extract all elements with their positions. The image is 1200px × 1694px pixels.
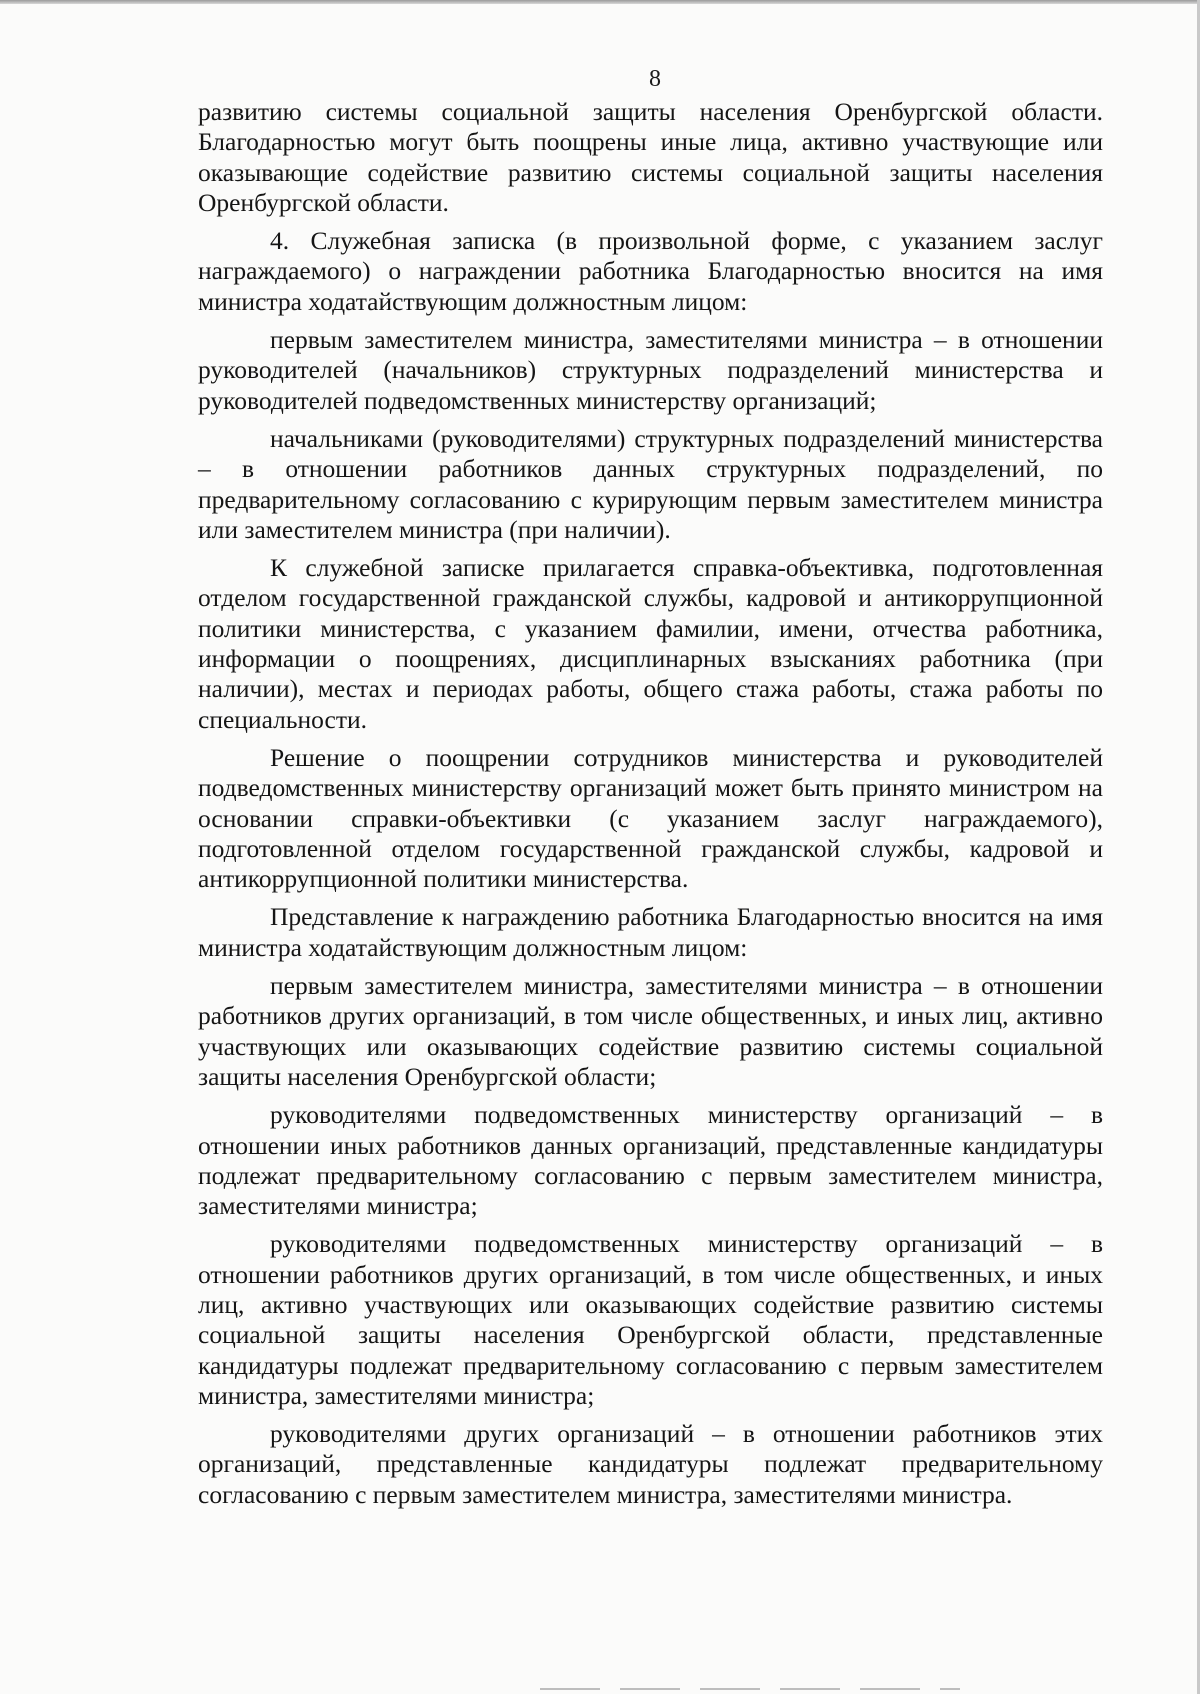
document-body xyxy=(198,97,1103,1510)
scan-top-edge xyxy=(0,0,1200,4)
scan-bottom-marks xyxy=(540,1688,960,1690)
paragraph-subordinate-heads-own: руководителями подведомственных министерству организаций – в отношении иных работников данных организаций, представленные кандидатуры подлежат предварительному согласованию с первым заместителем министра, заместителями министра; xyxy=(198,1100,1103,1221)
page-number: 8 xyxy=(649,66,661,92)
paragraph-attachment: К служебной записке прилагается справка-объективка, подготовленная отделом государственной гражданской службы, кадровой и антикоррупционной политики министерства, с указанием фамилии, имени, отчества работника, информации о поощрениях, дисциплинарных взысканиях работника (при наличии), местах и периодах работы, общего стажа работы, стажа работы по специальности. xyxy=(198,553,1103,734)
paragraph-decision: Решение о поощрении сотрудников министерства и руководителей подведомственных министерству организаций может быть принято министром на основании справки-объективки (с указанием заслуг награждаемого), подготовленной отделом государственной гражданской службы, кадровой и антикоррупционной политики министерства. xyxy=(198,742,1103,894)
paragraph-subordinate-heads-others: руководителями подведомственных министерству организаций – в отношении работников других организаций, в том числе общественных, и иных лиц, активно участвующих или оказывающих содействие развитию системы социальной защиты населения Оренбургской области, представленные кандидатуры подлежат предварительному согласованию с первым заместителем министра, заместителями министра; xyxy=(198,1229,1103,1410)
paragraph-item-4: 4. Служебная записка (в произвольной форме, с указанием заслуг награждаемого) о награждении работника Благодарностью вносится на имя министра ходатайствующим должностным лицом: xyxy=(198,226,1103,316)
paragraph-submission: Представление к награждению работника Благодарностью вносится на имя министра ходатайствующим должностным лицом: xyxy=(198,902,1103,962)
paragraph-continuation: развитию системы социальной защиты населения Оренбургской области. Благодарностью могут быть поощрены иные лица, активно участвующие или оказывающие содействие развитию системы социальной защиты населения Оренбургской области. xyxy=(198,97,1103,217)
paragraph-first-deputy-others: первым заместителем министра, заместителями министра – в отношении работников других организаций, в том числе общественных, и иных лиц, активно участвующих или оказывающих содействие развитию системы социальной защиты населения Оренбургской области; xyxy=(198,971,1103,1091)
paragraph-other-org-heads: руководителями других организаций – в отношении работников этих организаций, представленные кандидатуры подлежат предварительному согласованию с первым заместителем министра, заместителями министра. xyxy=(198,1419,1103,1509)
paragraph-department-heads: начальниками (руководителями) структурных подразделений министерства – в отношении работников данных структурных подразделений, по предварительному согласованию с курирующим первым заместителем министра или заместителем министра (при наличии). xyxy=(198,423,1103,544)
paragraph-first-deputy: первым заместителем министра, заместителями министра – в отношении руководителей (начальников) структурных подразделений министерства и руководителей подведомственных министерству организаций; xyxy=(198,325,1103,415)
